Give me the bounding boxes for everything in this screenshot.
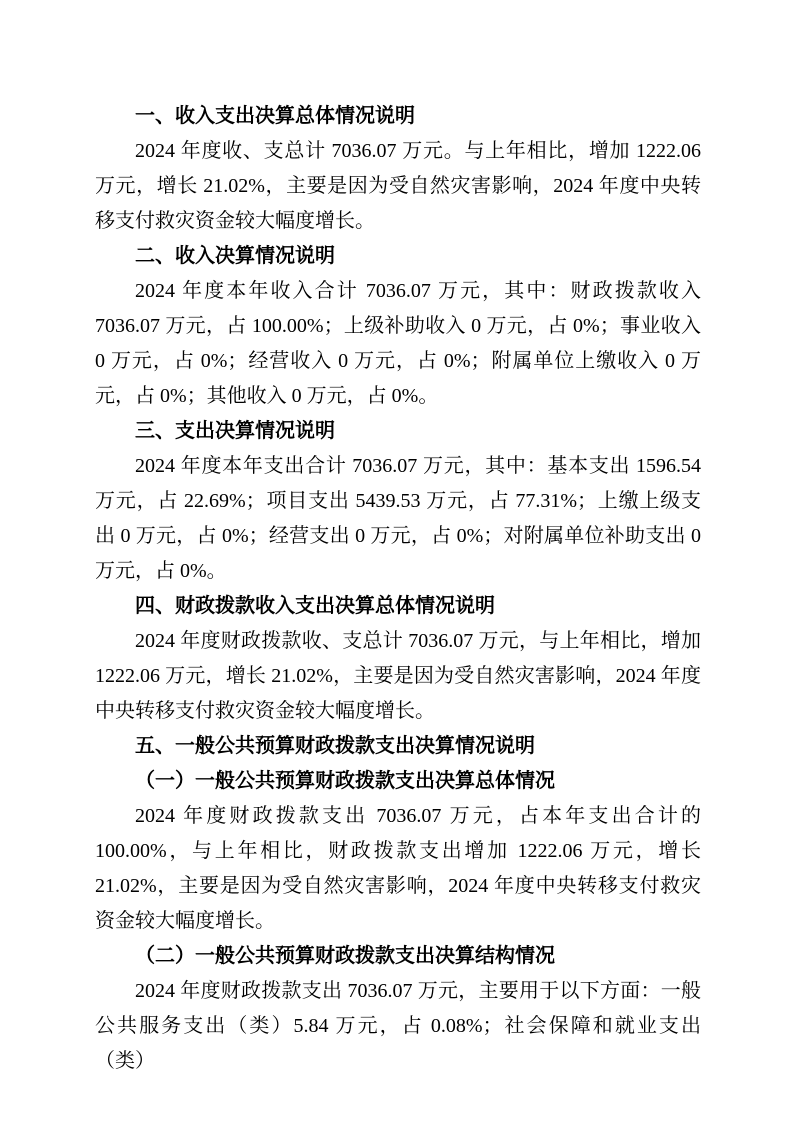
heading-income-final-accounts: 二、收入决算情况说明 (135, 245, 335, 267)
subheading-general-budget-overall: （一）一般公共预算财政拨款支出决算总体情况 (135, 770, 555, 792)
para-fiscal-appropriation-overview: 2024 年度财政拨款收、支总计 7036.07 万元，与上年相比，增加 1222.06 万元，增长 21.02%，主要是因为受自然灾害影响，2024 年度中央转移支付救灾资金较大幅度增长。 (95, 630, 701, 722)
heading-expenditure-final-accounts: 三、支出决算情况说明 (135, 420, 335, 442)
document-content (95, 99, 701, 1079)
para-income-final-accounts: 2024 年度本年收入合计 7036.07 万元，其中：财政拨款收入 7036.07 万元，占 100.00%；上级补助收入 0 万元，占 0%；事业收入 0 万元，占 0%；经营收入 0 万元，占 0%；附属单位上缴收入 0 万元，占 0%；其他收入 0 万元，占 0%。 (95, 280, 701, 407)
para-expenditure-final-accounts: 2024 年度本年支出合计 7036.07 万元，其中：基本支出 1596.54 万元，占 22.69%；项目支出 5439.53 万元，占 77.31%；上缴上级支出 0 万元，占 0%；经营支出 0 万元，占 0%；对附属单位补助支出 0 万元，占 0%。 (95, 455, 701, 582)
subheading-general-budget-structure: （二）一般公共预算财政拨款支出决算结构情况 (135, 945, 555, 967)
para-general-budget-structure: 2024 年度财政拨款支出 7036.07 万元，主要用于以下方面：一般公共服务支出（类）5.84 万元，占 0.08%；社会保障和就业支出（类） (95, 980, 701, 1072)
heading-income-expenditure-overview: 一、收入支出决算总体情况说明 (135, 105, 415, 127)
para-general-budget-overall: 2024 年度财政拨款支出 7036.07 万元，占本年支出合计的 100.00%，与上年相比，财政拨款支出增加 1222.06 万元，增长 21.02%，主要是因为受自然灾害影响，2024 年度中央转移支付救灾资金较大幅度增长。 (95, 805, 701, 932)
heading-general-budget-expenditure: 五、一般公共预算财政拨款支出决算情况说明 (135, 735, 535, 757)
para-income-expenditure-overview: 2024 年度收、支总计 7036.07 万元。与上年相比，增加 1222.06 万元，增长 21.02%，主要是因为受自然灾害影响，2024 年度中央转移支付救灾资金较大幅度增长。 (95, 140, 701, 232)
heading-fiscal-appropriation-overview: 四、财政拨款收入支出决算总体情况说明 (135, 595, 495, 617)
